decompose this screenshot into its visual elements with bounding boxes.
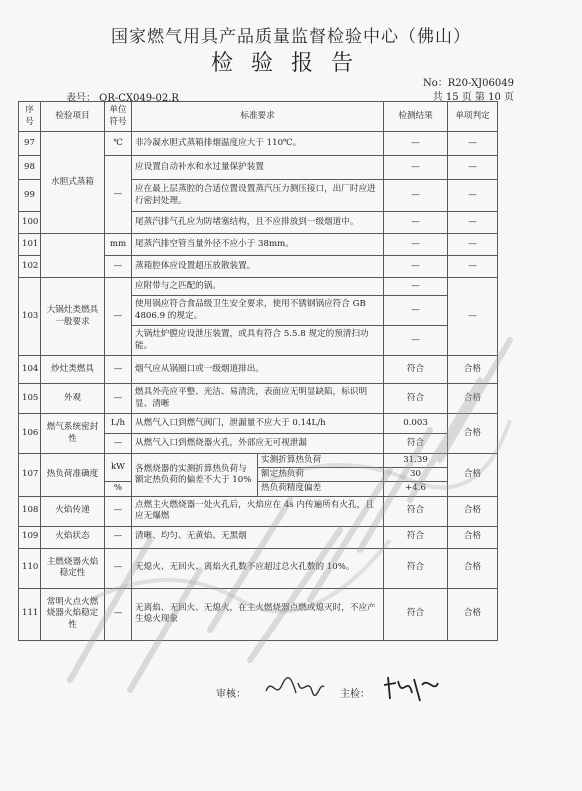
result-cell: 符合 <box>384 496 448 526</box>
verdict-cell: — <box>448 180 498 212</box>
result-cell: — <box>384 180 448 212</box>
seq-cell: 109 <box>19 526 41 548</box>
seq-cell: 108 <box>19 496 41 526</box>
inspector-signature <box>380 673 440 705</box>
unit-cell: — <box>105 384 132 414</box>
seq-cell: 110 <box>19 548 41 588</box>
result-cell: +4.6 <box>384 482 448 496</box>
table-row <box>19 588 498 640</box>
requirement-cell: 各燃烧器的实测折算热负荷与额定热负荷的偏差不大于 10% <box>132 454 258 497</box>
unit-cell: % <box>105 482 132 496</box>
result-cell: — <box>384 296 448 326</box>
item-cell <box>41 234 105 278</box>
verdict-cell: 合格 <box>448 548 498 588</box>
col-header-verdict: 单项判定 <box>448 102 498 132</box>
item-cell: 水胆式蒸箱 <box>41 132 105 234</box>
result-cell: — <box>384 132 448 156</box>
table-row <box>19 548 498 588</box>
unit-cell: — <box>105 278 132 356</box>
item-cell: 火焰状态 <box>41 526 105 548</box>
verdict-cell: — <box>448 132 498 156</box>
table-row <box>19 356 498 384</box>
table-row <box>19 234 498 256</box>
col-header-seq: 序号 <box>19 102 41 132</box>
item-cell: 炒灶类燃具 <box>41 356 105 384</box>
verdict-cell: — <box>448 278 498 356</box>
unit-cell: — <box>105 256 132 278</box>
seq-cell: 98 <box>19 156 41 180</box>
col-header-item: 检验项目 <box>41 102 105 132</box>
result-cell: — <box>384 212 448 234</box>
unit-cell: mm <box>105 234 132 256</box>
col-header-unit: 单位符号 <box>105 102 132 132</box>
requirement-cell: 应设置自动补水和水过量保护装置 <box>132 156 384 180</box>
item-cell: 主燃烧器火焰稳定性 <box>41 548 105 588</box>
report-title: 检验报告 <box>210 51 371 76</box>
requirement-cell: 蒸箱腔体应设置超压放散装置。 <box>132 256 384 278</box>
seq-cell: 100 <box>19 212 41 234</box>
table-row <box>19 384 498 414</box>
requirement-cell: 应附带与之匹配的锅。 <box>132 278 384 296</box>
verdict-cell: — <box>448 234 498 256</box>
seq-cell: 101 <box>19 234 41 256</box>
requirement-cell: 大锅灶炉膛应设泄压装置，或具有符合 5.5.8 规定的预清扫功能。 <box>132 326 384 356</box>
requirement-cell: 尾蒸汽排气孔应为防堵塞结构，且不应排放到一级烟道中。 <box>132 212 384 234</box>
item-cell: 燃气系统密封性 <box>41 414 105 454</box>
table-row <box>19 496 498 526</box>
requirement-cell: 尾蒸汽排空管当量外径不应小于 38mm。 <box>132 234 384 256</box>
unit-cell: — <box>105 434 132 454</box>
result-cell: 符合 <box>384 526 448 548</box>
inspector-label: 主检： <box>340 689 370 700</box>
unit-cell: kW <box>105 454 132 482</box>
unit-cell: — <box>105 548 132 588</box>
seq-cell: 97 <box>19 132 41 156</box>
unit-cell: — <box>105 526 132 548</box>
result-cell: 符合 <box>384 588 448 640</box>
seq-cell: 104 <box>19 356 41 384</box>
requirement-cell: 非冷凝水胆式蒸箱排烟温度应大于 110℃。 <box>132 132 384 156</box>
seq-cell: 99 <box>19 180 41 212</box>
reviewer-signature <box>262 673 326 703</box>
table-row <box>19 454 498 468</box>
table-row <box>19 132 498 156</box>
seq-cell: 106 <box>19 414 41 454</box>
seq-cell: 105 <box>19 384 41 414</box>
unit-cell: ℃ <box>105 132 132 156</box>
table-row <box>19 526 498 548</box>
table-header-row <box>19 102 498 132</box>
signature-row <box>0 673 582 713</box>
verdict-cell: 合格 <box>448 414 498 454</box>
requirement-cell: 清晰、均匀、无黄焰、无黑烟 <box>132 526 384 548</box>
item-cell: 常明火点火燃烧器火焰稳定性 <box>41 588 105 640</box>
verdict-cell: 合格 <box>448 384 498 414</box>
result-cell: 0.003 <box>384 414 448 434</box>
table-row <box>19 278 498 296</box>
result-cell: — <box>384 156 448 180</box>
verdict-cell: — <box>448 156 498 180</box>
item-cell: 大锅灶类燃具一般要求 <box>41 278 105 356</box>
requirement-cell: 使用锅应符合食品级卫生安全要求，使用不锈钢锅应符合 GB 4806.9 的规定。 <box>132 296 384 326</box>
item-cell: 外观 <box>41 384 105 414</box>
unit-cell: — <box>105 156 132 234</box>
requirement-cell: 点燃主火燃烧器一处火孔后，火焰应在 4s 内传遍所有火孔，且应无爆燃 <box>132 496 384 526</box>
requirement-cell: 应在最上层蒸腔的合适位置设置蒸汽压力测压接口，出厂时应进行密封处理。 <box>132 180 384 212</box>
col-header-standard: 标准要求 <box>132 102 384 132</box>
unit-cell: L/h <box>105 414 132 434</box>
requirement-cell: 从燃气入口到燃气阀门，泄漏量不应大于 0.14L/h <box>132 414 384 434</box>
verdict-cell: — <box>448 256 498 278</box>
unit-cell: — <box>105 588 132 640</box>
organization-name: 国家燃气用具产品质量监督检验中心（佛山） <box>111 27 471 47</box>
col-header-result: 检测结果 <box>384 102 448 132</box>
form-code: 表号： QR-CX049-02.R <box>66 93 179 104</box>
verdict-cell: 合格 <box>448 356 498 384</box>
result-cell: 符合 <box>384 434 448 454</box>
table-row <box>19 414 498 434</box>
verdict-cell: 合格 <box>448 496 498 526</box>
result-cell: 符合 <box>384 384 448 414</box>
verdict-cell: 合格 <box>448 526 498 548</box>
inspection-table <box>18 101 498 641</box>
requirement-cell: 从燃气入口到燃烧器火孔，外部应无可视泄漏 <box>132 434 384 454</box>
sub-item-cell: 实测折算热负荷 <box>258 454 384 468</box>
unit-cell: — <box>105 496 132 526</box>
result-cell: — <box>384 326 448 356</box>
requirement-cell: 烟气应从锅圈口或一级烟道排出。 <box>132 356 384 384</box>
seq-cell: 111 <box>19 588 41 640</box>
seq-cell: 103 <box>19 278 41 356</box>
requirement-cell: 燃具外壳应平整、光洁、易清洗，表面应无明显缺陷，标识明显、清晰 <box>132 384 384 414</box>
requirement-cell: 无离焰、无回火、无熄火，在主火燃烧器点燃或熄灭时，不应产生熄火现象 <box>132 588 384 640</box>
sub-item-cell: 额定热负荷 <box>258 468 384 482</box>
item-cell: 火焰传递 <box>41 496 105 526</box>
verdict-cell: 合格 <box>448 588 498 640</box>
seq-cell: 107 <box>19 454 41 497</box>
verdict-cell: 合格 <box>448 454 498 497</box>
result-cell: — <box>384 256 448 278</box>
result-cell: 30 <box>384 468 448 482</box>
page-count: 共 15 页 第 10 页 <box>432 92 514 103</box>
result-cell: — <box>384 234 448 256</box>
result-cell: 31.39 <box>384 454 448 468</box>
requirement-cell: 无熄火、无回火、离焰火孔数不应超过总火孔数的 10%。 <box>132 548 384 588</box>
result-cell: — <box>384 278 448 296</box>
report-number: No：R20-XJ06049 <box>423 78 514 89</box>
seq-cell: 102 <box>19 256 41 278</box>
result-cell: 符合 <box>384 548 448 588</box>
item-cell: 热负荷准确度 <box>41 454 105 497</box>
sub-item-cell: 热负荷精度偏差 <box>258 482 384 496</box>
result-cell: 符合 <box>384 356 448 384</box>
reviewer-label: 审核： <box>216 689 246 700</box>
verdict-cell: — <box>448 212 498 234</box>
unit-cell: — <box>105 356 132 384</box>
